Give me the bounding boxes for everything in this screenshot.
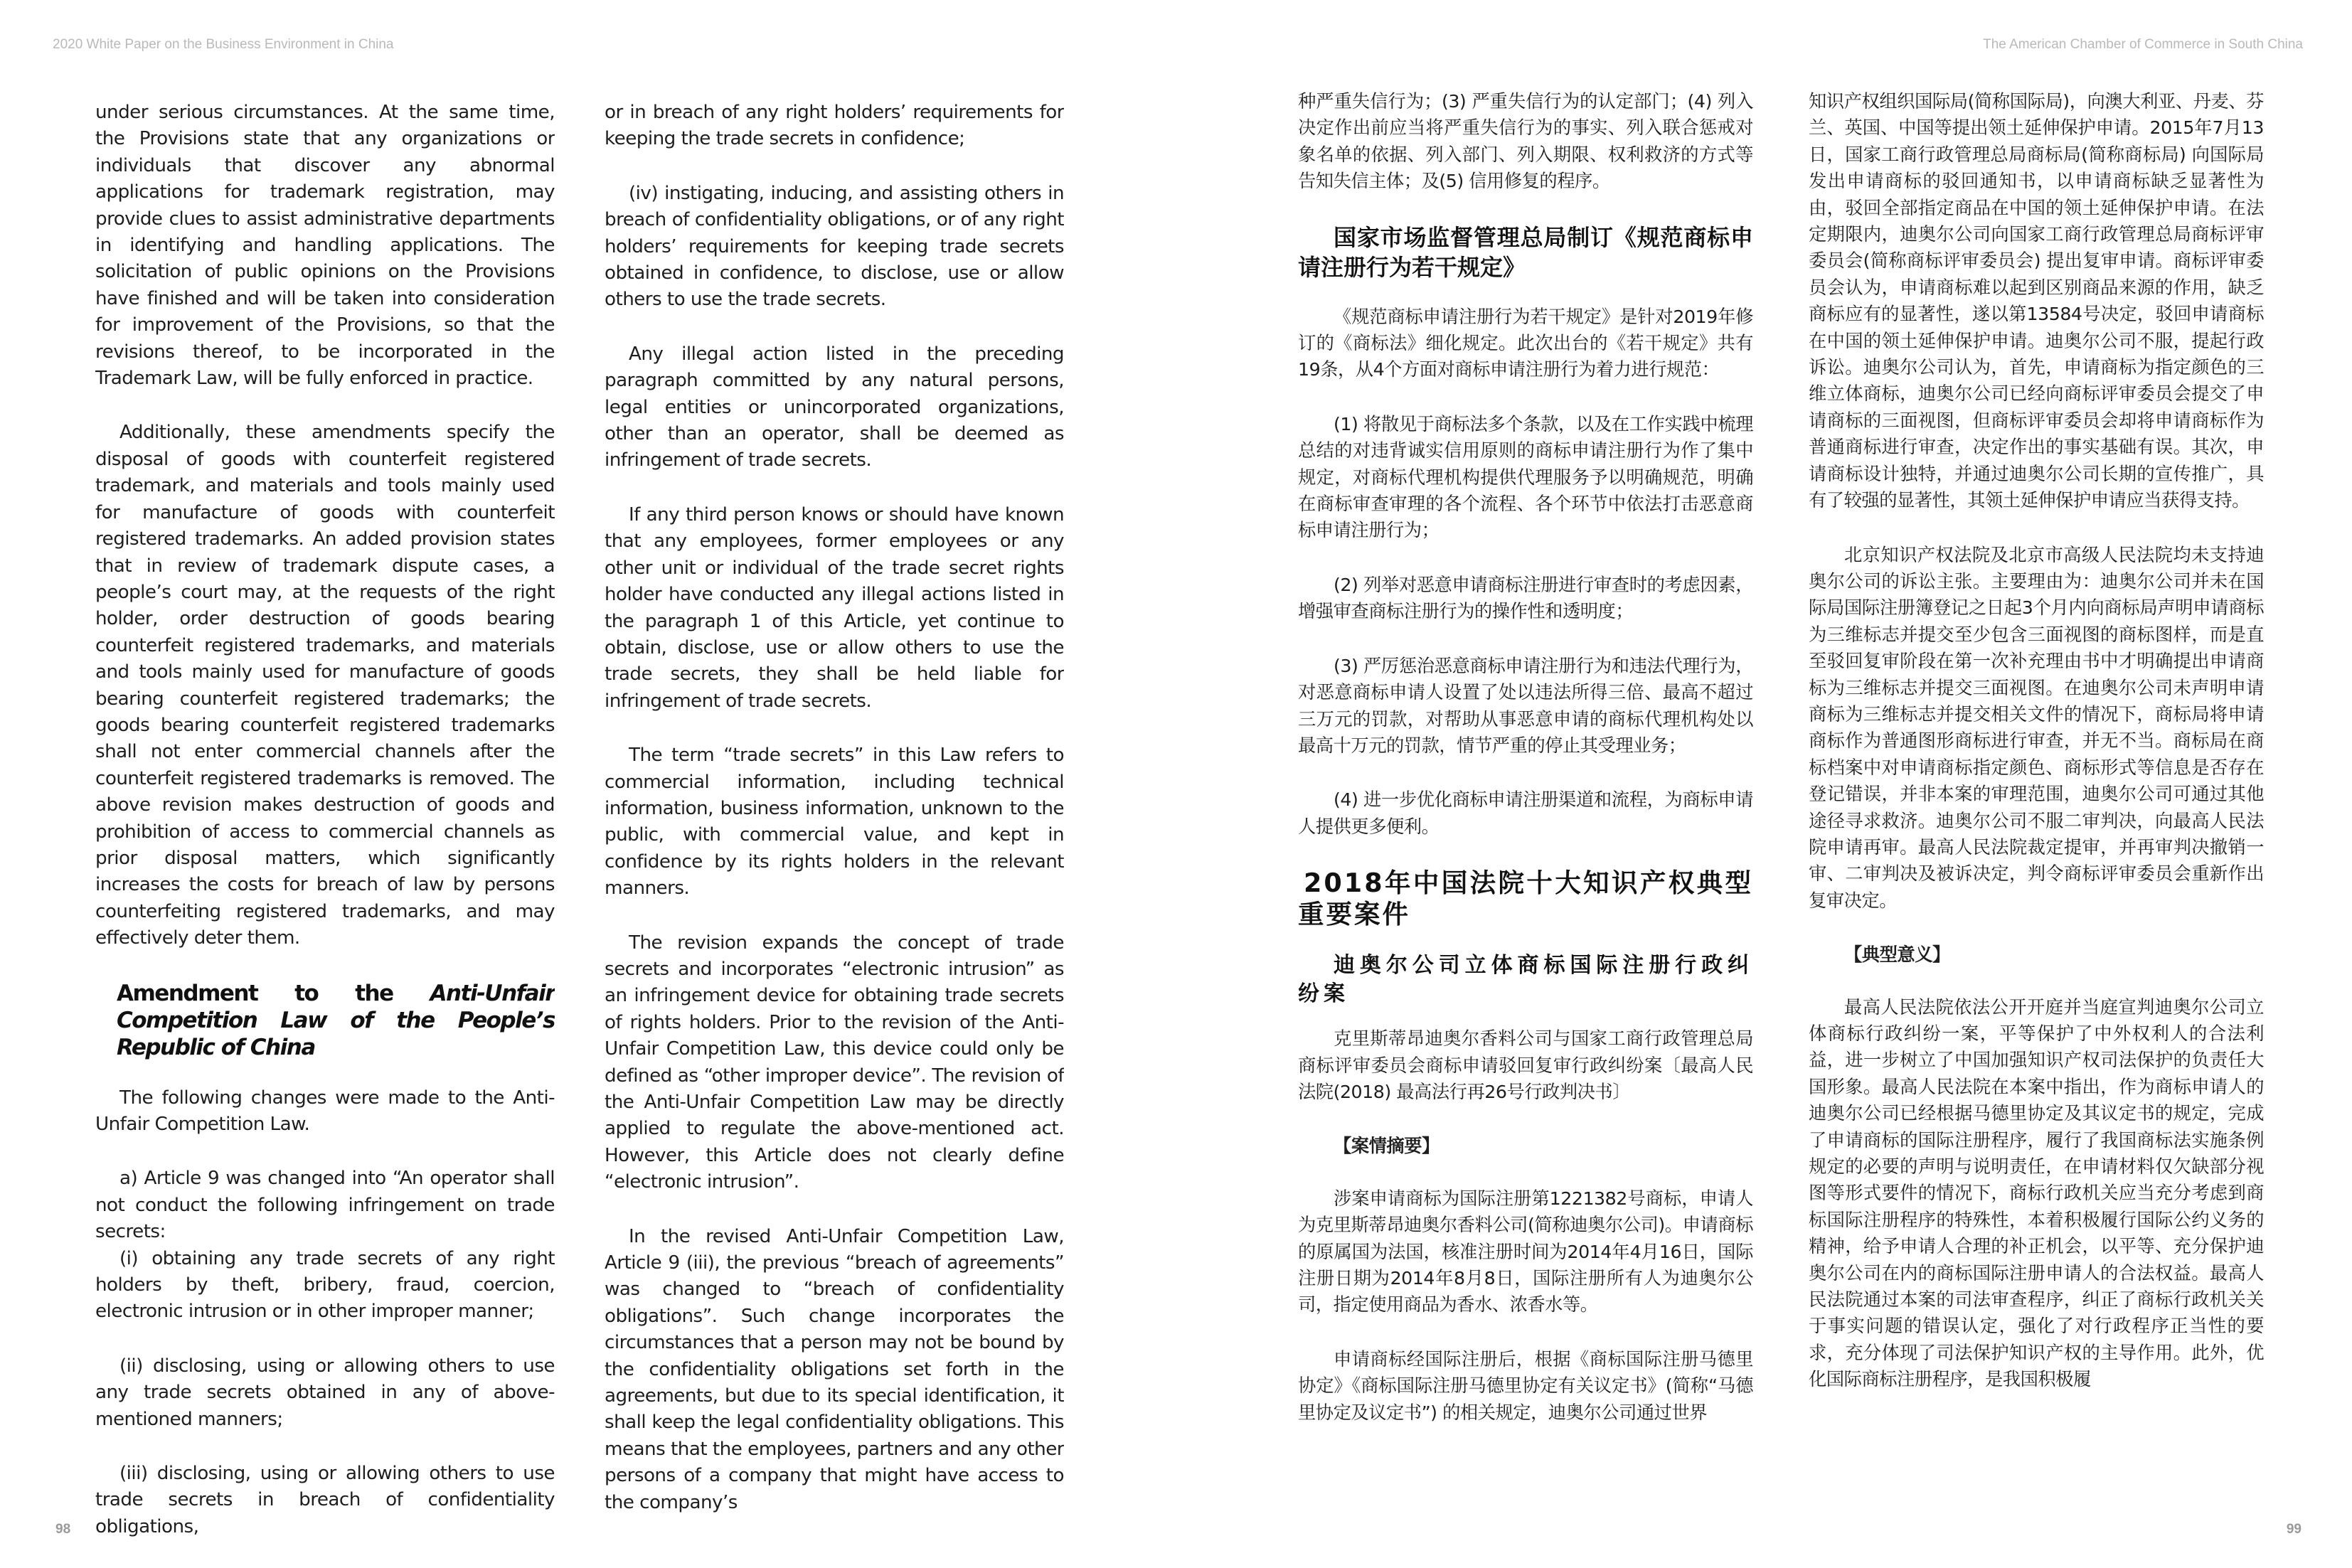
paragraph: a) Article 9 was changed into “An operator shall not conduct the following infringement on trade secrets: bbox=[95, 1168, 555, 1243]
paragraph: (iv) instigating, inducing, and assisting others in breach of confidentiality obligations, or of any right holders’ requirements for keeping trade secrets obtained in confidence, to disclose, use or allow others to use the trade secrets. bbox=[605, 182, 1064, 311]
case-summary-label: 【案情摘要】 bbox=[1334, 1136, 1440, 1157]
paragraph: 涉案申请商标为国际注册第1221382号商标，申请人为克里斯蒂昂迪奥尔香料公司(简称迪奥尔公司)。申请商标的原属国为法国，核准注册时间为2014年4月16日，国际注册日期为2014年8月8日，国际注册所有人为迪奥尔公司，指定使用商品为香水、浓香水等。 bbox=[1298, 1188, 1753, 1316]
paragraph: 种严重失信行为；(3) 严重失信行为的认定部门；(4) 列入决定作出前应当将严重失信行为的事实、列入联合惩戒对象名单的依据、列入部门、列入期限、权利救济的方式等告知失信主体；及(5) 信用修复的程序。 bbox=[1298, 91, 1753, 192]
running-head-left: 2020 White Paper on the Business Environment in China bbox=[53, 37, 394, 52]
page-number-left: 98 bbox=[55, 1522, 71, 1537]
paragraph: (3) 严厉惩治恶意商标申请注册行为和违法代理行为，对恶意商标申请人设置了处以违法所得三倍、最高不超过三万元的罚款，对帮助从事恶意申请的商标代理机构处以最高十万元的罚款，情节严重的停止其受理业务； bbox=[1298, 655, 1753, 756]
column-1 bbox=[95, 100, 555, 1568]
paragraph: 申请商标经国际注册后，根据《商标国际注册马德里协定》《商标国际注册马德里协定有关议定书》(简称“马德里协定及议定书”) 的相关规定，迪奥尔公司通过世界 bbox=[1298, 1348, 1753, 1423]
paragraph: Additionally, these amendments specify the disposal of goods with counterfeit registered trademark, and materials and tools mainly used for manufacture of goods with counterfeit registered trademarks. An added provision states that in review of trademark dispute cases, a people’s court may, at the requests of the right holder, order destruction of goods bearing counterfeit registered trademarks, and materials and tools mainly used for manufacture of goods bearing counterfeit registered trademarks; the goods bearing counterfeit registered trademarks shall not enter commercial channels after the counterfeit registered trademarks is removed. The above revision makes destruction of goods and prohibition of access to commercial channels as prior disposal matters, which significantly increases the costs for breach of law by persons counterfeiting registered trademarks, and may effectively deter them. bbox=[95, 422, 555, 949]
significance-label: 【典型意义】 bbox=[1844, 944, 1950, 966]
case-heading-dior: 迪奥尔公司立体商标国际注册行政纠纷案 bbox=[1298, 953, 1753, 1007]
paragraph: The term “trade secrets” in this Law refers to commercial information, including technical information, business information, unknown to the public, with commercial value, and kept in confidence by its rights holders in the relevant manners. bbox=[605, 745, 1064, 900]
paragraph: 《规范商标申请注册行为若干规定》是针对2019年修订的《商标法》细化规定。此次出台的《若干规定》共有19条，从4个方面对商标申请注册行为着力进行规范： bbox=[1298, 306, 1753, 380]
paragraph: under serious circumstances. At the same time, the Provisions state that any organizations or individuals that discover any abnormal applications for trademark registration, may provide clues to assist administrative departments in identifying and handling applications. The solicitation of public opinions on the Provisions have finished and will be taken into consideration for improvement of the Provisions, so that the revisions thereof, to be incorporated in the Trademark Law, will be fully enforced in practice. bbox=[95, 102, 555, 390]
paragraph: The following changes were made to the Anti-Unfair Competition Law. bbox=[95, 1087, 555, 1135]
paragraph: (i) obtaining any trade secrets of any right holders by theft, bribery, fraud, coercion, electronic intrusion or in other improper manner; bbox=[95, 1247, 555, 1323]
heading-italic: Anti-Unfair Competition Law of the People’s Republic of China bbox=[117, 980, 555, 1060]
column-4 bbox=[1809, 88, 2264, 1421]
section-heading-anti-unfair-competition bbox=[117, 980, 555, 1061]
paragraph: 北京知识产权法院及北京市高级人民法院均未支持迪奥尔公司的诉讼主张。主要理由为：迪奥尔公司并未在国际局国际注册簿登记之日起3个月内向商标局声明申请商标为三维标志并提交至少包含三面视图的商标图样，而是直至驳回复审阶段在第一次补充理由书中才明确提出申请商标为三维标志并提交三面视图。在迪奥尔公司未声明申请商标为三维标志并提交相关文件的情况下，商标局将申请商标作为普通图形商标进行审查，并无不当。商标局在商标档案中对申请商标指定颜色、商标形式等信息是否存在登记错误，并非本案的审理范围，迪奥尔公司可通过其他途径寻求救济。迪奥尔公司不服二审判决，向最高人民法院申请再审。最高人民法院裁定提审，并再审判决撤销一审、二审判决及被诉决定，判令商标评审委员会重新作出复审决定。 bbox=[1809, 544, 2264, 911]
column-2 bbox=[605, 100, 1064, 1544]
paragraph: 克里斯蒂昂迪奥尔香料公司与国家工商行政管理总局商标评审委员会商标申请驳回复审行政纠纷案〔最高人民法院(2018) 最高法行再26号行政判决书〕 bbox=[1298, 1028, 1753, 1102]
paragraph: 知识产权组织国际局(简称国际局)，向澳大利亚、丹麦、芬兰、英国、中国等提出领土延伸保护申请。2015年7月13日，国家工商行政管理总局商标局(简称商标局) 向国际局发出申请商标的驳回通知书，以申请商标缺乏显著性为由，驳回全部指定商品在中国的领土延伸保护申请。在法定期限内，迪奥尔公司向国家工商行政管理总局商标评审委员会(简称商标评审委员会) 提出复审申请。商标评审委员会认为，申请商标难以起到区别商品来源的作用，缺乏商标应有的显著性，遂以第13584号决定，驳回申请商标在中国的领土延伸保护申请。迪奥尔公司不服，提起行政诉讼。迪奥尔公司认为，首先，申请商标为指定颜色的三维立体商标，迪奥尔公司已经向商标评审委员会提交了申请商标的三面视图，但商标评审委员会却将申请商标作为普通商标进行审查，决定作出的事实基础有误。其次，申请商标设计独特，并通过迪奥尔公司长期的宣传推广，具有了较强的显著性，其领土延伸保护申请应当获得支持。 bbox=[1809, 91, 2264, 511]
paragraph: (ii) disclosing, using or allowing others to use any trade secrets obtained in any of above-mentioned manners; bbox=[95, 1355, 555, 1430]
paragraph: If any third person knows or should have known that any employees, former employees or any other unit or individual of the trade secret rights holder have conducted any illegal actions listed in the paragraph 1 of this Article, yet continue to obtain, disclose, use or allow others to use the trade secrets, they shall be held liable for infringement of trade secrets. bbox=[605, 503, 1064, 712]
paragraph: The revision expands the concept of trade secrets and incorporates “electronic intrusion” as an infringement device for obtaining trade secrets of rights holders. Prior to the revision of the Anti-Unfair Competition Law, this device could only be defined as “other improper device”. The revision of the Anti-Unfair Competition Law may be directly applied to regulate the above-mentioned act. However, this Article does not clearly define “electronic intrusion”. bbox=[605, 932, 1064, 1193]
paragraph: (1) 将散见于商标法多个条款，以及在工作实践中梳理总结的对违背诚实信用原则的商标申请注册行为作了集中规定，对商标代理机构提供代理服务予以明确规范，明确在商标审查审理的各个流程、各个环节中依法打击恶意商标申请注册行为； bbox=[1298, 413, 1753, 541]
column-3 bbox=[1298, 88, 1753, 1454]
running-head-right: The American Chamber of Commerce in South China bbox=[1983, 37, 2303, 52]
paragraph: (4) 进一步优化商标申请注册渠道和流程，为商标申请人提供更多便利。 bbox=[1298, 789, 1753, 837]
heading-plain: Amendment to the bbox=[117, 980, 430, 1006]
paragraph: (iii) disclosing, using or allowing others to use trade secrets in breach of confidentiality obligations, bbox=[95, 1463, 555, 1537]
section-heading-top-ten-cases: 2018年中国法院十大知识产权典型重要案件 bbox=[1298, 868, 1753, 930]
paragraph: In the revised Anti-Unfair Competition Law, Article 9 (iii), the previous “breach of agreements” was changed to “breach of confidentiality obligations”. Such change incorporates the circumstances that a person may not be bound by the confidentiality obligations set forth in the agreements, but due to its special identification, it shall keep the legal confidentiality obligations. This means that the employees, partners and any other persons of a company that might have access to the company’s bbox=[605, 1225, 1064, 1513]
paragraph: Any illegal action listed in the preceding paragraph committed by any natural persons, legal entities or unincorporated organizations, other than an operator, shall be deemed as infringement of trade secrets. bbox=[605, 343, 1064, 471]
section-heading-trademark-provisions: 国家市场监督管理总局制订《规范商标申请注册行为若干规定》 bbox=[1298, 223, 1753, 281]
right-page bbox=[1176, 0, 2351, 1568]
paragraph: (2) 列举对恶意申请商标注册进行审查时的考虑因素，增强审查商标注册行为的操作性和透明度； bbox=[1298, 574, 1753, 622]
paragraph: 最高人民法院依法公开开庭并当庭宣判迪奥尔公司立体商标行政纠纷一案，平等保护了中外权利人的合法利益，进一步树立了中国加强知识产权司法保护的负责任大国形象。最高人民法院在本案中指出，作为商标申请人的迪奥尔公司已经根据马德里协定及其议定书的规定，完成了申请商标的国际注册程序，履行了我国商标法实施条例规定的必要的声明与说明责任，在申请材料仅欠缺部分视图等形式要件的情况下，商标行政机关应当充分考虑到商标国际注册程序的特殊性，本着积极履行国际公约义务的精神，给予申请人合理的补正机会，以平等、充分保护迪奥尔公司在内的商标国际注册申请人的合法权益。最高人民法院通过本案的司法审查程序，纠正了商标行政机关关于事实问题的错误认定，强化了对行政程序正当性的要求，充分体现了司法保护知识产权的主导作用。此外，优化国际商标注册程序，是我国积极履 bbox=[1809, 996, 2264, 1390]
paragraph: or in breach of any right holders’ requirements for keeping the trade secrets in confidence; bbox=[605, 102, 1064, 150]
page-number-right: 99 bbox=[2286, 1522, 2302, 1537]
